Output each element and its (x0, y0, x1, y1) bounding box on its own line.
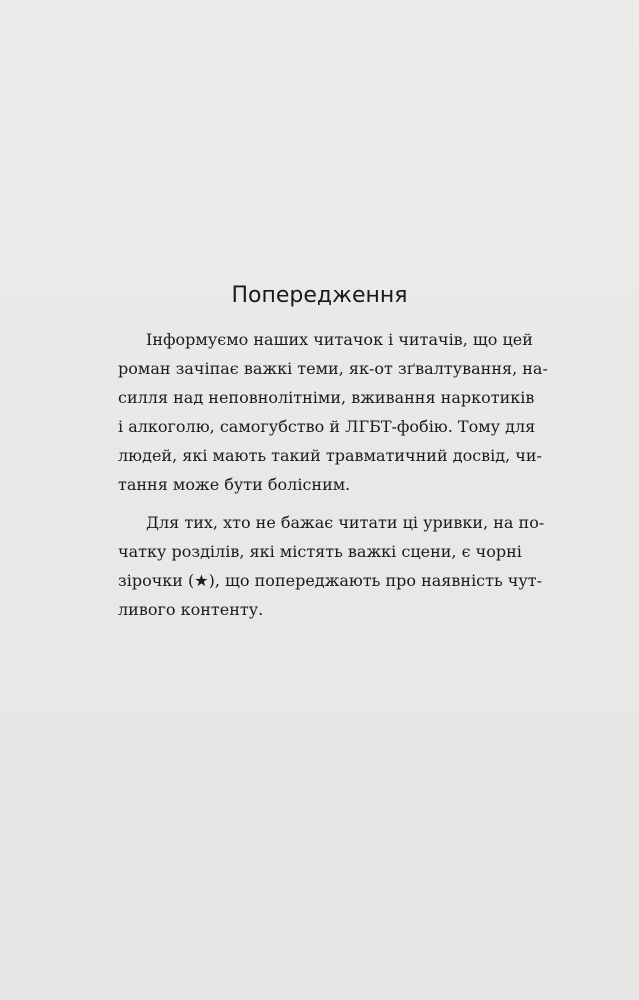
text-line: ливого контенту. (118, 600, 264, 619)
text-line: чатку розділів, які містять важкі сцени, є чорні (118, 542, 522, 561)
text-line: зірочки (★), що попереджають про наявність чут- (118, 571, 543, 590)
text-line: тання може бути болісним. (118, 475, 351, 494)
warning-paragraph-1 (118, 325, 548, 499)
text-line: Інформуємо наших читачок і читачів, що цей (146, 330, 533, 349)
text-line: роман зачіпає важкі теми, як-от зґвалтування, на- (118, 359, 548, 378)
text-line: Для тих, хто не бажає читати ці уривки, на по- (146, 513, 545, 532)
warning-paragraph-2 (118, 508, 545, 624)
text-line: силля над неповнолітніми, вживання наркотиків (118, 388, 535, 407)
text-line: людей, які мають такий травматичний досвід, чи- (118, 446, 542, 465)
page-title: Попередження (231, 283, 408, 308)
text-line: і алкоголю, самогубство й ЛГБТ-фобію. Тому для (118, 417, 536, 436)
